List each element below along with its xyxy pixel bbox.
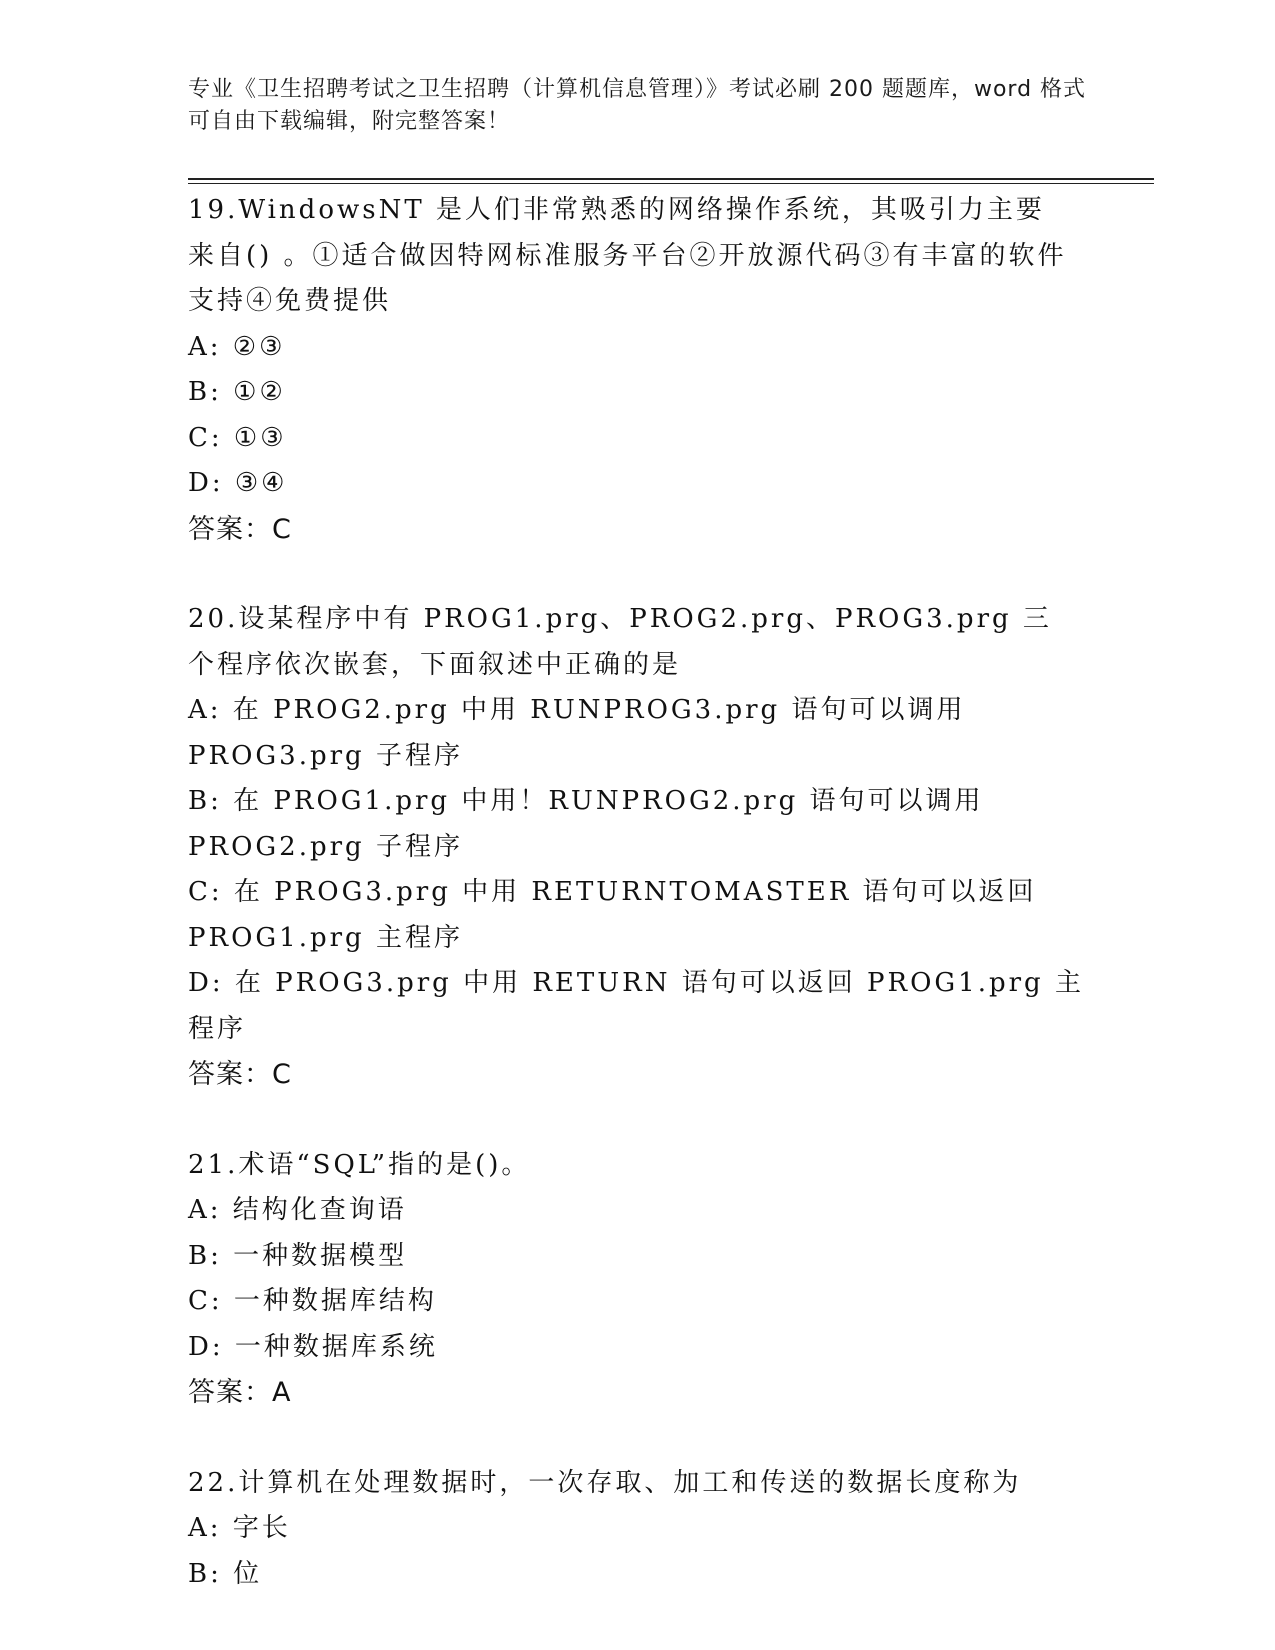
document-header: 专业《卫生招聘考试之卫生招聘（计算机信息管理）》考试必刷 200 题题库，word 格式可自由下载编辑，附完整答案！: [188, 77, 1087, 134]
answer-line: 答案：C: [188, 1059, 292, 1090]
answer-line: 答案：C: [188, 513, 292, 545]
option-c: C: 在 PROG3.prg 中用 RETURNTOMASTER 语句可以返回 PROG1.prg 主程序: [188, 877, 1037, 953]
option-a: A: 字长: [188, 1513, 291, 1543]
option-d: D: ③④: [188, 468, 288, 498]
header-divider-thick: [188, 178, 1154, 180]
question-19: [188, 188, 1088, 552]
question-stem: 19.WindowsNT 是人们非常熟悉的网络操作系统，其吸引力主要来自() 。①适合做因特网标准服务平台②开放源代码③有丰富的软件支持④免费提供: [188, 195, 1067, 316]
option-b: B: 在 PROG1.prg 中用！RUNPROG2.prg 语句可以调用 PROG2.prg 子程序: [188, 786, 984, 862]
question-spacer: [188, 1416, 1088, 1461]
option-a: A: 结构化查询语: [188, 1195, 407, 1225]
option-a: A: 在 PROG2.prg 中用 RUNPROG3.prg 语句可以调用 PROG3.prg 子程序: [188, 695, 966, 771]
question-22: [188, 1461, 1088, 1598]
question-21: [188, 1143, 1088, 1416]
question-stem: 22.计算机在处理数据时，一次存取、加工和传送的数据长度称为: [188, 1467, 1022, 1498]
question-stem: 21.术语“SQL”指的是()。: [188, 1149, 531, 1180]
question-stem: 20.设某程序中有 PROG1.prg、PROG2.prg、PROG3.prg 三个程序依次嵌套，下面叙述中正确的是: [188, 604, 1052, 680]
option-c: C: 一种数据库结构: [188, 1286, 437, 1316]
answer-line: 答案：A: [188, 1377, 292, 1408]
question-spacer: [188, 552, 1088, 597]
option-d: D: 在 PROG3.prg 中用 RETURN 语句可以返回 PROG1.prg 主程序: [188, 968, 1084, 1044]
option-b: B: 位: [188, 1558, 263, 1589]
question-20: [188, 597, 1088, 1098]
question-spacer: [188, 1098, 1088, 1143]
question-list: [188, 188, 1088, 1597]
header-divider-thin: [188, 183, 1154, 184]
option-c: C: ①③: [188, 422, 287, 453]
option-d: D: 一种数据库系统: [188, 1331, 438, 1362]
option-a: A: ②③: [188, 331, 286, 362]
option-b: B: 一种数据模型: [188, 1240, 408, 1271]
option-b: B: ①②: [188, 377, 286, 407]
